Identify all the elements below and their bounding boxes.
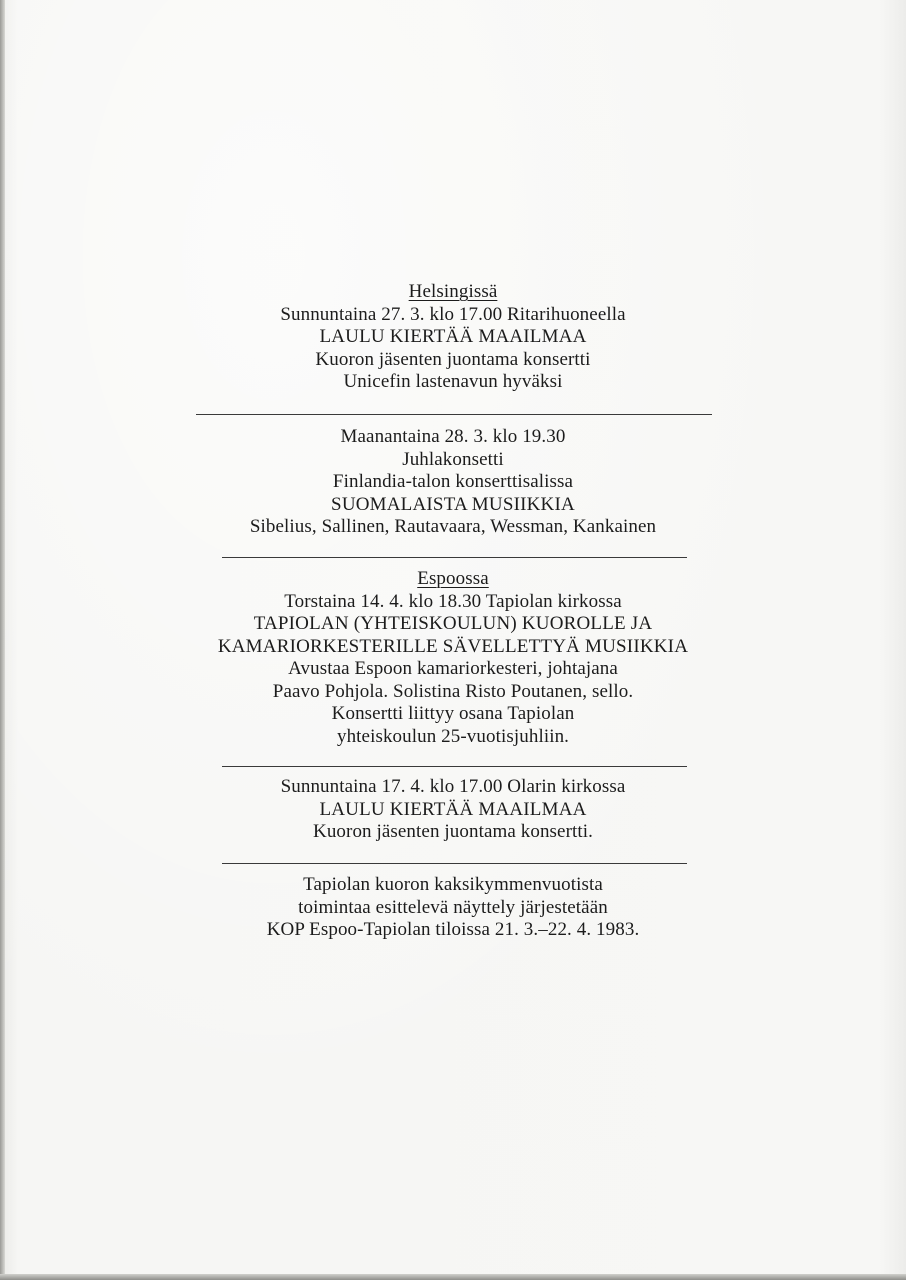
espoo-note-line-2: yhteiskoulun 25-vuotisjuhliin. <box>336 725 570 747</box>
finlandia-composers: Sibelius, Sallinen, Rautavaara, Wessman, Kankainen <box>249 516 657 537</box>
helsinki-description: Kuoron jäsenten juontama konsertti <box>315 348 591 370</box>
espoo-performers-line-1: Avustaa Espoon kamariorkesteri, johtajana <box>288 658 618 679</box>
helsinki-heading: Helsingissä <box>408 281 498 302</box>
finlandia-concert-title: SUOMALAISTA MUSIIKKIA <box>331 493 575 515</box>
olari-concert-title: LAULU KIERTÄÄ MAAILMAA <box>319 798 587 820</box>
helsinki-concert-block <box>0 281 906 394</box>
exhibition-block <box>0 874 906 942</box>
helsinki-date-line: Sunnuntaina 27. 3. klo 17.00 Ritarihuoneella <box>280 303 626 325</box>
espoo-concert-title-line-1: TAPIOLAN (YHTEISKOULUN) KUOROLLE JA <box>253 613 653 634</box>
divider-3 <box>222 766 687 767</box>
helsinki-benefit-line: Unicefin lastenavun hyväksi <box>343 371 563 392</box>
finlandia-concert-block <box>0 426 906 539</box>
exhibition-line-2: toimintaa esittelevä näyttely järjestetään <box>298 896 608 918</box>
exhibition-line-3: KOP Espoo-Tapiolan tiloissa 21. 3.–22. 4. 1983. <box>266 919 640 940</box>
olari-concert-block <box>0 776 906 844</box>
page-bottom-edge-shadow <box>0 1274 906 1280</box>
finlandia-date-line: Maanantaina 28. 3. klo 19.30 <box>340 426 566 447</box>
espoo-performers-line-2: Paavo Pohjola. Solistina Risto Poutanen, sello. <box>272 680 634 702</box>
espoo-note-line-1: Konsertti liittyy osana Tapiolan <box>331 703 575 724</box>
olari-description: Kuoron jäsenten juontama konsertti. <box>313 821 593 842</box>
espoo-date-line: Torstaina 14. 4. klo 18.30 Tapiolan kirkossa <box>284 590 622 612</box>
divider-2 <box>222 557 687 558</box>
olari-date-line: Sunnuntaina 17. 4. klo 17.00 Olarin kirkossa <box>280 776 626 797</box>
divider-4 <box>222 863 687 864</box>
espoo-concert-block <box>0 568 906 748</box>
finlandia-venue: Finlandia-talon konserttisalissa <box>332 471 574 492</box>
espoo-heading: Espoossa <box>417 568 489 589</box>
finlandia-event-type: Juhlakonsetti <box>402 448 504 470</box>
exhibition-line-1: Tapiolan kuoron kaksikymmenvuotista <box>303 874 603 895</box>
espoo-concert-title-line-2: KAMARIORKESTERILLE SÄVELLETTYÄ MUSIIKKIA <box>217 635 689 657</box>
helsinki-concert-title: LAULU KIERTÄÄ MAAILMAA <box>319 326 587 347</box>
divider-1 <box>196 414 712 415</box>
